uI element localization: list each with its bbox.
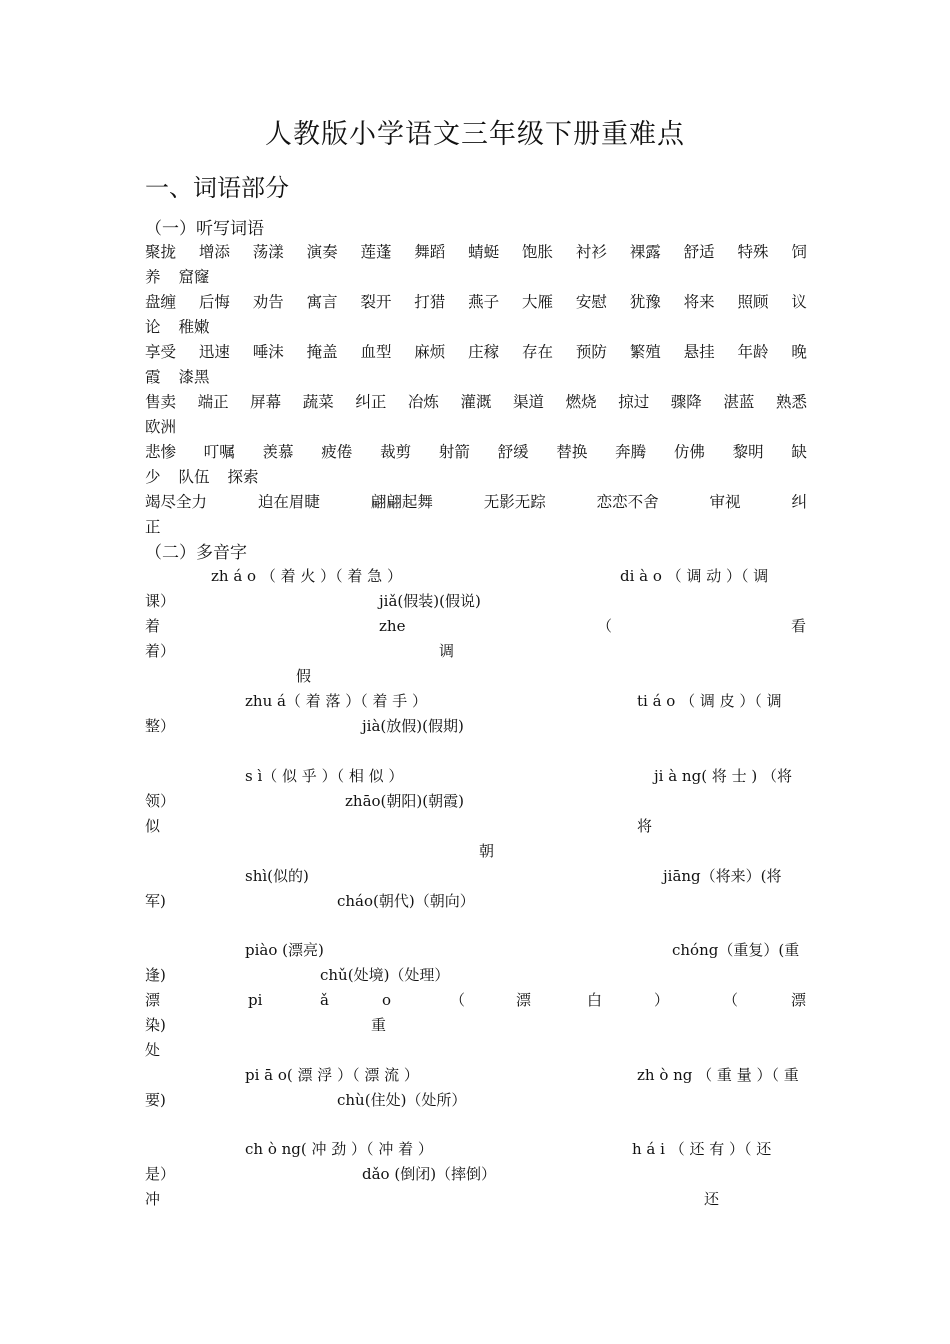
vocab-word: 纠正 [355,393,387,411]
vocab-word: 羡慕 [262,443,294,461]
word-line [145,440,807,464]
vocab-word: 欧洲 [145,418,177,436]
pinyin-entry: zhu á（ 着 落 ）（ 着 手 ） [245,692,428,710]
vocab-word: 悲惨 [145,443,177,461]
section-heading: 一、词语部分 [145,174,289,202]
word-line [145,290,807,314]
vocab-word: 射箭 [438,443,470,461]
vocab-word: 劝告 [252,293,284,311]
text-fragment: 着） [145,642,176,660]
vocab-word: 队伍 [178,468,210,486]
vocab-word: 后悔 [198,293,230,311]
pinyin-entry: zhe [379,617,406,635]
pinyin-part: ） [654,991,670,1009]
text-fragment: 看 [791,617,807,635]
vocab-word: 审视 [709,493,741,511]
vocab-word: 黎明 [732,443,764,461]
pinyin-part: 漂 [791,991,807,1009]
vocab-word: 蜻蜓 [468,243,500,261]
vocab-word: 售卖 [145,393,177,411]
vocab-word: 屏幕 [250,393,282,411]
pinyin-entry: chóng（重复）(重 [672,941,800,959]
vocab-word: 大雁 [522,293,554,311]
pinyin-entry: ti á o （ 调 皮 ）（ 调 [637,692,782,710]
vocab-word: 迅速 [198,343,230,361]
vocab-word: 竭尽全力 [145,493,208,511]
word-line [145,240,807,264]
vocab-word: 霞 [145,368,161,386]
vocab-word: 犹豫 [629,293,661,311]
vocab-word: 窟窿 [178,268,210,286]
vocab-word: 正 [145,518,161,536]
vocab-word: 湛蓝 [723,393,755,411]
polyphone-char: 朝 [479,842,495,860]
polyphone-char: 假 [296,667,312,685]
vocab-word: 缺 [791,443,807,461]
vocab-word: 渠道 [513,393,545,411]
pinyin-part: （ [450,991,466,1009]
vocab-word: 聚拢 [145,243,177,261]
vocab-word: 漆黑 [178,368,210,386]
pinyin-part: （ [723,991,739,1009]
vocab-word: 迫在眉睫 [257,493,320,511]
pinyin-entry: ji à ng( 将 士 ) （将 [654,767,792,785]
vocab-word: 掩盖 [306,343,338,361]
vocab-word: 叮嘱 [203,443,235,461]
vocab-word: 仿佛 [673,443,705,461]
text-fragment: 染) [145,1016,166,1034]
vocab-word: 唾沫 [252,343,284,361]
vocab-word: 安慰 [575,293,607,311]
polyphone-char: 似 [145,817,161,835]
vocab-word: 血型 [360,343,392,361]
word-line [145,465,807,489]
vocab-word: 掠过 [618,393,650,411]
pinyin-entry: ch ò ng( 冲 劲 ）（ 冲 着 ） [245,1140,433,1158]
text-fragment: 课） [145,592,176,610]
page-title: 人教版小学语文三年级下册重难点 [265,119,685,150]
vocab-word: 蔬菜 [302,393,334,411]
text-fragment: 军) [145,892,166,910]
vocab-word: 养 [145,268,161,286]
text-fragment: 要) [145,1091,166,1109]
vocab-word: 舞蹈 [414,243,446,261]
word-line [145,390,807,414]
vocab-word: 舒缓 [497,443,529,461]
vocab-word: 纠 [791,493,807,511]
vocab-word: 燕子 [468,293,500,311]
pinyin-entry: chù(住处)（处所） [337,1091,467,1109]
word-line [145,365,807,389]
word-line [145,265,807,289]
vocab-word: 燃烧 [565,393,597,411]
vocab-word: 打猎 [414,293,446,311]
vocab-word: 年龄 [737,343,769,361]
pinyin-part: pi [248,991,263,1009]
vocab-word: 替换 [556,443,588,461]
pinyin-entry: s ì（ 似 乎 ）（ 相 似 ） [245,767,404,785]
vocab-word: 灌溉 [460,393,492,411]
polyphone-char: 调 [439,642,455,660]
vocab-word: 熟悉 [775,393,807,411]
vocab-word: 探索 [227,468,259,486]
vocab-word: 恋恋不舍 [596,493,659,511]
polyphone-char: 着 [145,617,161,635]
text-fragment: 逢) [145,966,166,984]
vocab-word: 翩翩起舞 [370,493,433,511]
pinyin-entry: pi ā o( 漂 浮 ）（ 漂 流 ） [245,1066,419,1084]
polyphone-char: 漂 [145,991,161,1009]
pinyin-entry: jiāng（将来）(将 [663,867,782,885]
vocab-word: 稚嫩 [178,318,210,336]
vocab-word: 舒适 [683,243,715,261]
vocab-word: 裁剪 [380,443,412,461]
vocab-word: 繁殖 [629,343,661,361]
pinyin-part: 漂 [516,991,532,1009]
text-fragment: 整） [145,717,176,735]
text-fragment: （ [597,617,613,635]
vocab-word: 裂开 [360,293,392,311]
text-fragment: 是） [145,1165,176,1183]
pinyin-entry: shì(似的) [245,867,309,885]
vocab-word: 预防 [575,343,607,361]
vocab-word: 增添 [198,243,230,261]
vocab-word: 骤降 [670,393,702,411]
vocab-word: 论 [145,318,161,336]
vocab-word: 疲倦 [321,443,353,461]
pinyin-entry: jià(放假)(假期) [362,717,464,735]
vocab-word: 议 [791,293,807,311]
word-line [145,340,807,364]
polyphone-char: 还 [704,1190,720,1208]
vocab-word: 演奏 [306,243,338,261]
pinyin-entry: jiǎ(假装)(假说) [379,592,481,610]
vocab-word: 享受 [145,343,177,361]
word-line [145,315,807,339]
polyphone-char: 冲 [145,1190,161,1208]
word-line [145,415,807,439]
word-line [145,515,807,539]
pinyin-entry: h á i （ 还 有 ）（ 还 [632,1140,772,1158]
vocab-word: 寓言 [306,293,338,311]
pinyin-part: o [382,991,392,1009]
vocab-word: 盘缠 [145,293,177,311]
vocab-word: 裸露 [629,243,661,261]
vocab-word: 冶炼 [407,393,439,411]
vocab-word: 悬挂 [683,343,715,361]
pinyin-entry: dǎo (倒闭)（摔倒） [362,1165,497,1183]
vocab-word: 衬衫 [575,243,607,261]
vocab-word: 照顾 [737,293,769,311]
pinyin-entry: piào (漂亮) [245,941,324,959]
vocab-word: 晚 [791,343,807,361]
pinyin-part: ǎ [320,991,329,1009]
vocab-word: 庄稼 [468,343,500,361]
vocab-word: 饲 [791,243,807,261]
polyphone-char: 重 [371,1016,387,1034]
vocab-word: 特殊 [737,243,769,261]
pinyin-entry: di à o （ 调 动 ）（ 调 [620,567,769,585]
vocab-word: 饱胀 [522,243,554,261]
text-fragment: 领） [145,792,176,810]
polyphone-char: 处 [145,1041,161,1059]
vocab-word: 存在 [522,343,554,361]
vocab-word: 奔腾 [615,443,647,461]
polyphone-char: 将 [637,817,653,835]
pinyin-entry: zhāo(朝阳)(朝霞) [345,792,464,810]
pinyin-entry: zh á o （ 着 火 ）（ 着 急 ） [211,567,402,585]
vocab-word: 将来 [683,293,715,311]
word-line [145,490,807,514]
vocab-word: 麻烦 [414,343,446,361]
pinyin-entry: cháo(朝代)（朝向） [337,892,475,910]
pinyin-part: 白 [587,991,603,1009]
vocab-word: 荡漾 [252,243,284,261]
pinyin-entry: zh ò ng （ 重 量 ）（ 重 [637,1066,799,1084]
pinyin-entry: chǔ(处境)（处理） [320,966,450,984]
vocab-word: 少 [145,468,161,486]
vocab-word: 莲蓬 [360,243,392,261]
subsection-heading: （二）多音字 [145,543,247,563]
subsection-heading: （一）听写词语 [145,219,264,239]
vocab-word: 无影无踪 [483,493,546,511]
vocab-word: 端正 [197,393,229,411]
